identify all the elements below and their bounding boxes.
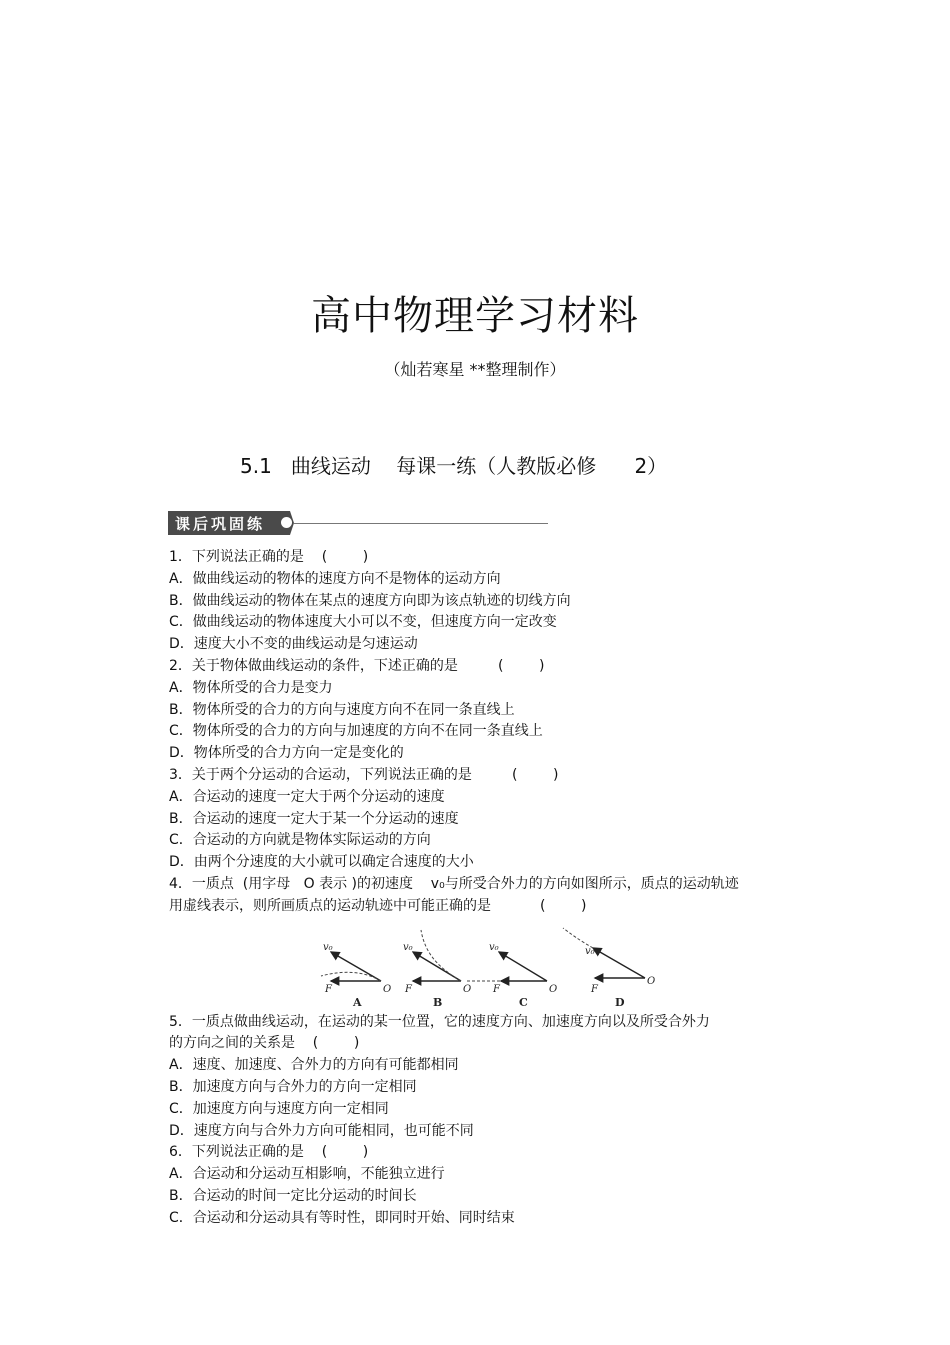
text-line: B．合运动的时间一定比分运动的时间长 [169, 1187, 417, 1204]
panel-a-label: A [353, 995, 362, 1008]
text-line: 用虚线表示，则所画质点的运动轨迹中可能正确的是 ( ) [169, 897, 587, 914]
bullet-dot-icon [281, 517, 292, 528]
text-line: 4．一质点 (用字母 O 表示 )的初速度 v₀与所受合外力的方向如图所示，质点的运动轨迹 [169, 875, 739, 892]
text-line: D．物体所受的合力方向一定是变化的 [169, 745, 404, 762]
text-line: B．做曲线运动的物体在某点的速度方向即为该点轨迹的切线方向 [169, 592, 571, 609]
origin-label: O [549, 983, 558, 995]
text-line: 1．下列说法正确的是 ( ) [169, 549, 369, 565]
text-line: C．做曲线运动的物体速度大小可以不变，但速度方向一定改变 [169, 614, 557, 631]
text-line: A．做曲线运动的物体的速度方向不是物体的运动方向 [169, 570, 501, 587]
panel-c-label: C [519, 995, 528, 1008]
v0-label: v₀ [585, 945, 595, 957]
text-line: A．速度、加速度、合外力的方向有可能都相同 [169, 1057, 459, 1074]
trajectory-figure [309, 924, 669, 1008]
force-label: F [405, 983, 412, 995]
trajectory-diagram [309, 924, 669, 1008]
force-label: F [591, 983, 598, 995]
text-line: C．合运动和分运动具有等时性，即同时开始、同时结束 [169, 1209, 515, 1226]
document-subtitle: （灿若寒星 **整理制作） [384, 360, 566, 379]
text-line: B．合运动的速度一定大于某一个分运动的速度 [169, 810, 459, 827]
banner-label: 课后巩固练 [175, 515, 266, 533]
banner-rule [294, 523, 548, 524]
panel-d-label: D [615, 995, 625, 1008]
text-line: C．加速度方向与速度方向一定相同 [169, 1100, 389, 1117]
panel-d [563, 928, 655, 1008]
text-line: D．速度大小不变的曲线运动是匀速运动 [169, 636, 418, 653]
section-banner [168, 511, 548, 535]
force-label: F [493, 983, 500, 995]
text-line: 3．关于两个分运动的合运动，下列说法正确的是 ( ) [169, 766, 559, 783]
text-line: 5．一质点做曲线运动，在运动的某一位置，它的速度方向、加速度方向以及所受合外力 [169, 1013, 710, 1030]
v0-label: v₀ [403, 941, 413, 953]
text-line: D．由两个分速度的大小就可以确定合速度的大小 [169, 854, 474, 871]
panel-a [321, 942, 391, 1008]
text-line: 的方向之间的关系是 ( ) [169, 1035, 360, 1052]
origin-label: O [383, 983, 392, 995]
origin-label: O [647, 975, 656, 987]
question-list [169, 547, 789, 1230]
text-line: 2．关于物体做曲线运动的条件，下述正确的是 ( ) [169, 657, 545, 674]
text-line: B．物体所受的合力的方向与速度方向不在同一条直线上 [169, 701, 515, 718]
text-line: A．合运动和分运动互相影响，不能独立进行 [169, 1166, 445, 1183]
v0-label: v₀ [489, 941, 499, 953]
lesson-heading: 5.1 曲线运动 每课一练（人教版必修 2） [240, 454, 668, 478]
force-label: F [325, 983, 332, 995]
panel-b-label: B [433, 995, 443, 1008]
origin-label: O [463, 983, 472, 995]
v0-label: v₀ [323, 941, 333, 953]
text-line: C．物体所受的合力的方向与加速度的方向不在同一条直线上 [169, 723, 543, 740]
text-line: 6．下列说法正确的是 ( ) [169, 1144, 369, 1161]
text-line: B．加速度方向与合外力的方向一定相同 [169, 1078, 417, 1095]
text-line: D．速度方向与合外力方向可能相同，也可能不同 [169, 1122, 474, 1139]
panel-b [403, 930, 471, 1008]
text-line: C．合运动的方向就是物体实际运动的方向 [169, 832, 431, 849]
text-line: A．物体所受的合力是变力 [169, 679, 333, 696]
panel-c [467, 942, 557, 1008]
document-title: 高中物理学习材料 [311, 293, 639, 339]
text-line: A．合运动的速度一定大于两个分运动的速度 [169, 788, 445, 805]
